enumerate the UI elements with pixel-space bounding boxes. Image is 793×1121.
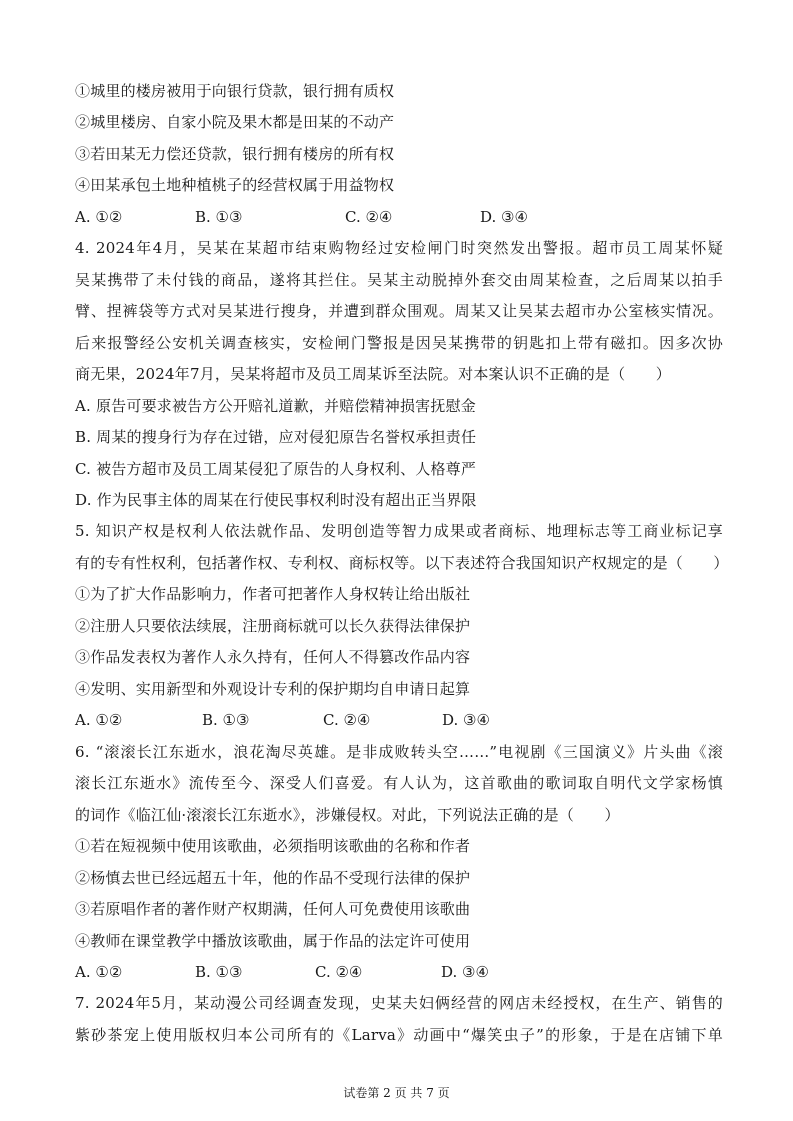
q3-option-2: ②城里楼房、自家小院及果木都是田某的不动产: [75, 113, 395, 131]
q7-stem-line-1: 7. 2024年5月，某动漫公司经调查发现，史某夫妇俩经营的网店未经授权，在生产、销售的: [75, 994, 723, 1012]
q6-choices: [75, 962, 675, 982]
q6-option-2: ②杨慎去世已经远超五十年，他的作品不受现行法律的保护: [75, 869, 471, 887]
q4-option-d: D. 作为民事主体的周某在行使民事权利时没有超出正当界限: [75, 491, 477, 509]
q5-choice-a: A. ①②: [75, 711, 123, 729]
q6-option-4: ④教师在课堂教学中播放该歌曲，属于作品的法定许可使用: [75, 932, 471, 950]
q5-choices: [75, 710, 675, 730]
q4-option-c: C. 被告方超市及员工周某侵犯了原告的人身权利、人格尊严: [75, 460, 477, 478]
q3-choices: [75, 207, 675, 227]
q6-choice-c: C. ②④: [315, 963, 363, 981]
q4-option-a: A. 原告可要求被告方公开赔礼道歉，并赔偿精神损害抚慰金: [75, 397, 476, 415]
q6-option-3: ③若原唱作者的著作财产权期满，任何人可免费使用该歌曲: [75, 900, 471, 918]
q6-choice-a: A. ①②: [75, 963, 123, 981]
q3-choice-a: A. ①②: [75, 208, 123, 226]
q6-choice-d: D. ③④: [441, 963, 489, 981]
q3-choice-c: C. ②④: [345, 208, 393, 226]
q5-choice-c: C. ②④: [323, 711, 371, 729]
q6-stem-line-2: 滚长江东逝水》流传至今、深受人们喜爱。有人认为，这首歌曲的歌词取自明代文学家杨慎: [75, 774, 723, 792]
q6-option-1: ①若在短视频中使用该歌曲，必须指明该歌曲的名称和作者: [75, 837, 471, 855]
q5-option-2: ②注册人只要依法续展，注册商标就可以长久获得法律保护: [75, 617, 471, 635]
q5-choice-d: D. ③④: [442, 711, 490, 729]
q7-stem-line-2: 紫砂茶宠上使用版权归本公司所有的《Larva》动画中“爆笑虫子”的形象，于是在店铺下单: [75, 1026, 723, 1044]
q4-stem-line-1: 4. 2024年4月，吴某在某超市结束购物经过安检闸门时突然发出警报。超市员工周某怀疑: [75, 239, 723, 257]
q6-stem-line-1: 6. “滚滚长江东逝水，浪花淘尽英雄。是非成败转头空……”电视剧《三国演义》片头曲《滚: [75, 743, 723, 761]
q5-option-4: ④发明、实用新型和外观设计专利的保护期均自申请日起算: [75, 680, 471, 698]
page-footer: 试卷第 2 页 共 7 页: [343, 1086, 450, 1100]
q4-stem-line-4: 后来报警经公安机关调查核实，安检闸门警报是因吴某携带的钥匙扣上带有磁扣。因多次协: [75, 334, 723, 352]
q5-stem-line-2: 有的专有性权利，包括著作权、专利权、商标权等。以下表述符合我国知识产权规定的是（ ）: [75, 554, 729, 572]
q5-option-3: ③作品发表权为著作人永久持有，任何人不得篡改作品内容: [75, 648, 471, 666]
q5-choice-b: B. ①③: [202, 711, 250, 729]
q3-option-4: ④田某承包土地种植桃子的经营权属于用益物权: [75, 176, 395, 194]
q4-stem-line-3: 臂、捏裤袋等方式对吴某进行搜身，并遭到群众围观。周某又让吴某去超市办公室核实情况。: [75, 302, 723, 320]
q3-option-1: ①城里的楼房被用于向银行贷款，银行拥有质权: [75, 82, 395, 100]
q4-stem-line-2: 吴某携带了未付钱的商品，遂将其拦住。吴某主动脱掉外套交由周某检查，之后周某以拍手: [75, 271, 723, 289]
q5-option-1: ①为了扩大作品影响力，作者可把著作人身权转让给出版社: [75, 585, 471, 603]
q3-option-3: ③若田某无力偿还贷款，银行拥有楼房的所有权: [75, 145, 395, 163]
q5-stem-line-1: 5. 知识产权是权利人依法就作品、发明创造等智力成果或者商标、地理标志等工商业标记享: [75, 522, 723, 540]
q3-choice-b: B. ①③: [195, 208, 243, 226]
q4-stem-line-5: 商无果，2024年7月，吴某将超市及员工周某诉至法院。对本案认识不正确的是（ ）: [75, 365, 671, 383]
q6-stem-line-3: 的词作《临江仙·滚滚长江东逝水》，涉嫌侵权。对此，下列说法正确的是（ ）: [75, 806, 620, 824]
q4-option-b: B. 周某的搜身行为存在过错，应对侵犯原告名誉权承担责任: [75, 428, 477, 446]
q6-choice-b: B. ①③: [195, 963, 243, 981]
q3-choice-d: D. ③④: [480, 208, 528, 226]
